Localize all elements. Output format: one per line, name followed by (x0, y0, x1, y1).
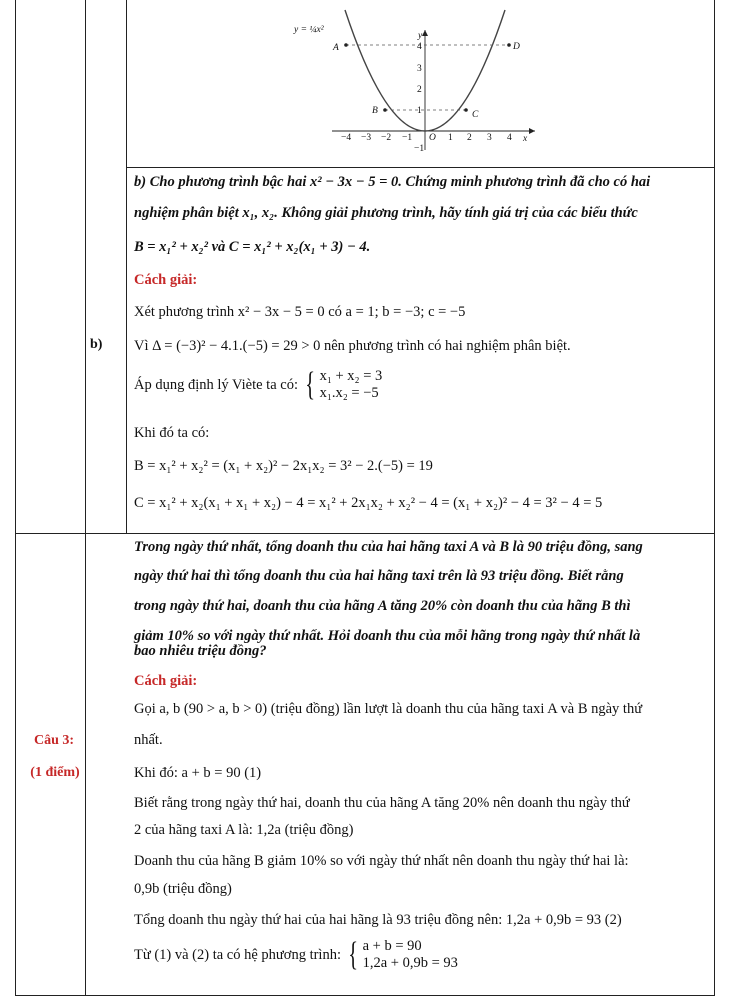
point-c (464, 108, 468, 112)
row-divider-cau3 (16, 533, 714, 534)
point-a (344, 43, 348, 47)
y-tick: 3 (417, 64, 422, 74)
cau3-problem-line: giảm 10% so với ngày thứ nhất. Hỏi doanh thu của mỗi hãng trong ngày thứ nhất là (134, 628, 641, 644)
cau3-solution-line: Khi đó: a + b = 90 (1) (134, 765, 262, 781)
x-tick: −1 (402, 133, 413, 143)
part-b-label: b) (90, 337, 103, 352)
point-label-d: D (513, 42, 520, 52)
vieta-system (320, 368, 383, 402)
origin-label: O (429, 133, 436, 143)
question-3-label: Câu 3: (33, 733, 75, 748)
x-tick: 3 (487, 133, 492, 143)
point-label-a: A (333, 43, 339, 53)
point-label-c: C (472, 110, 479, 120)
vieta-eq-1: x₁ + x₂ = 3 (319, 368, 383, 384)
vieta-prefix: Áp dụng định lý Viète ta có: (134, 377, 298, 393)
system-eq-2: 1,2a + 0,9b = 93 (362, 955, 458, 971)
part-b-step-2: Vì Δ = (−3)² − 4.1.(−5) = 29 > 0 nên phương trình có hai nghiệm phân biệt. (134, 338, 571, 354)
system-prefix: Từ (1) và (2) ta có hệ phương trình: (134, 947, 341, 963)
x-axis-label: x (523, 134, 528, 144)
y-axis-arrow (422, 30, 428, 36)
y-tick: −1 (414, 144, 425, 154)
point-b (383, 108, 387, 112)
part-b-problem-line-1: b) Cho phương trình bậc hai x² − 3x − 5 = 0. Chứng minh phương trình đã cho có hai (134, 174, 651, 190)
x-tick: 2 (467, 133, 472, 143)
cau3-system-line (134, 938, 458, 972)
part-b-solution-heading: Cách giải: (134, 272, 198, 288)
system-eq-1: a + b = 90 (362, 938, 422, 954)
x-tick: 1 (448, 133, 453, 143)
cau3-solution-line: 2 của hãng taxi A là: 1,2a (triệu đồng) (134, 822, 354, 838)
linear-system (363, 938, 458, 972)
cau3-problem-line: trong ngày thứ hai, doanh thu của hãng A tăng 20% còn doanh thu của hãng B thì (134, 598, 631, 614)
part-b-problem-line-2: nghiệm phân biệt x₁, x₂. Không giải phương trình, hãy tính giá trị của các biểu thức (134, 205, 638, 221)
y-tick: 4 (417, 42, 422, 52)
part-b-step-4: Khi đó ta có: (134, 425, 210, 441)
x-tick: −4 (341, 133, 352, 143)
system-brace: { (304, 366, 315, 403)
cau3-problem-line: Trong ngày thứ nhất, tổng doanh thu của hai hãng taxi A và B là 90 triệu đồng, sang (134, 539, 643, 555)
vieta-eq-2: x₁.x₂ = −5 (319, 385, 379, 401)
cau3-solution-heading: Cách giải: (134, 673, 198, 689)
parabola-graph (0, 0, 732, 170)
system-brace: { (347, 936, 358, 973)
cau3-solution-line: Doanh thu của hãng B giảm 10% so với ngày thứ nhất nên doanh thu ngày thứ hai là: (134, 853, 629, 869)
cau3-solution-line: Gọi a, b (90 > a, b > 0) (triệu đồng) lần lượt là doanh thu của hãng taxi A và B ngày thứ (134, 701, 643, 717)
y-axis-label: y (418, 31, 423, 41)
cau3-problem-last: bao nhiêu triệu đồng? (134, 643, 267, 659)
part-b-step-3 (134, 368, 382, 402)
y-tick: 1 (417, 106, 422, 116)
x-axis-arrow (529, 128, 535, 134)
part-b-problem-line-3: B = x₁² + x₂² và C = x₁² + x₂(x₁ + 3) − 4. (134, 239, 371, 255)
cau3-solution-line: nhất. (134, 732, 163, 748)
part-b-step-6: C = x₁² + x₂(x₁ + x₁ + x₂) − 4 = x₁² + 2x₁x₂ + x₂² − 4 = (x₁ + x₂)² − 4 = 3² − 4 = 5 (134, 495, 603, 511)
question-3-points: (1 điểm) (30, 765, 80, 780)
graph-axes (332, 30, 535, 150)
dashed-guides (346, 45, 509, 110)
cau3-solution-line: Tổng doanh thu ngày thứ hai của hai hãng là 93 triệu đồng nên: 1,2a + 0,9b = 93 (2) (134, 912, 622, 928)
graph-points (344, 43, 511, 112)
cau3-solution-line: Biết rằng trong ngày thứ hai, doanh thu của hãng A tăng 20% nên doanh thu ngày thứ (134, 795, 630, 811)
point-label-b: B (372, 106, 378, 116)
x-tick: −3 (361, 133, 372, 143)
point-d (507, 43, 511, 47)
curve-label: y = ¼x² (294, 25, 324, 35)
cau3-solution-line: 0,9b (triệu đồng) (134, 881, 232, 897)
x-tick: −2 (381, 133, 392, 143)
cau3-problem-line: ngày thứ hai thì tổng doanh thu của hai hãng taxi trên là 93 triệu đồng. Biết rằng (134, 568, 624, 584)
part-b-step-5: B = x₁² + x₂² = (x₁ + x₂)² − 2x₁x₂ = 3² − 2.(−5) = 19 (134, 458, 433, 474)
x-tick: 4 (507, 133, 512, 143)
part-b-step-1: Xét phương trình x² − 3x − 5 = 0 có a = 1; b = −3; c = −5 (134, 304, 466, 320)
y-tick: 2 (417, 85, 422, 95)
